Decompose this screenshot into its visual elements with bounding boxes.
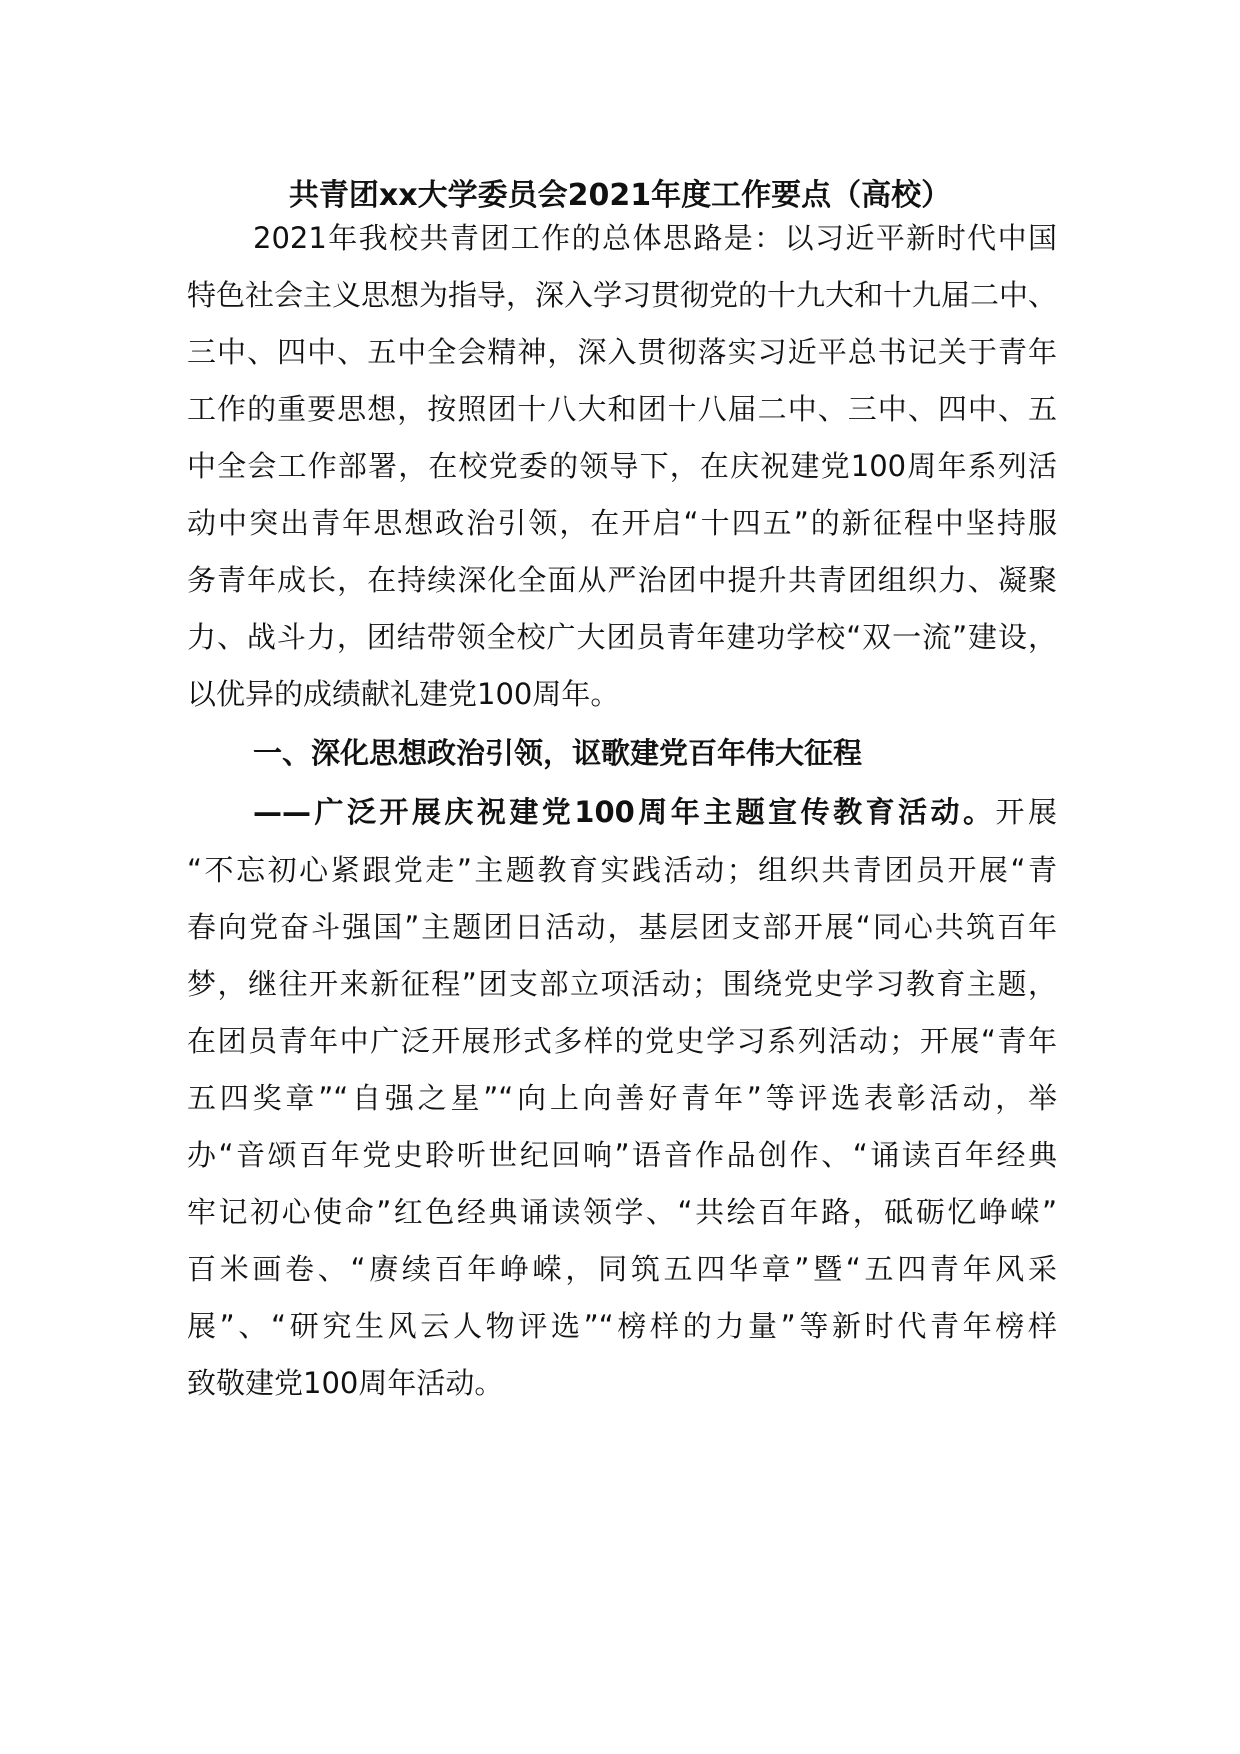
intro-line: 以优异的成绩献礼建党100周年。 [187,677,620,711]
intro-line: 工作的重要思想，按照团十八大和团十八届二中、三中、四中、五 [187,392,1057,426]
intro-line: 三中、四中、五中全会精神，深入贯彻落实习近平总书记关于青年 [187,335,1057,369]
intro-line: 力、战斗力，团结带领全校广大团员青年建功学校“双一流”建设， [187,620,1057,654]
item-lead-rest: 开展 [995,795,1057,829]
item-line: 五四奖章”“自强之星”“向上向善好青年”等评选表彰活动，举 [187,1081,1057,1115]
intro-line: 务青年成长，在持续深化全面从严治团中提升共青团组织力、凝聚 [187,563,1057,597]
item-line: 办“音颂百年党史聆听世纪回响”语音作品创作、“诵读百年经典 [187,1138,1057,1172]
item-line: 梦，继往开来新征程”团支部立项活动；围绕党史学习教育主题， [187,967,1057,1001]
item-line: 致敬建党100周年活动。 [187,1366,504,1400]
intro-line: 2021年我校共青团工作的总体思路是：以习近平新时代中国 [253,221,1057,255]
intro-line: 中全会工作部署，在校党委的领导下，在庆祝建党100周年系列活 [187,449,1057,483]
item-line: 春向党奋斗强国”主题团日活动，基层团支部开展“同心共筑百年 [187,910,1057,944]
section-heading: 一、深化思想政治引领，讴歌建党百年伟大征程 [253,736,863,770]
item-lead-line [253,792,1057,832]
item-line: 在团员青年中广泛开展形式多样的党史学习系列活动；开展“青年 [187,1024,1057,1058]
item-line: “不忘初心紧跟党走”主题教育实践活动；组织共青团员开展“青 [187,853,1057,887]
intro-line: 特色社会主义思想为指导，深入学习贯彻党的十九大和十九届二中、 [187,278,1058,312]
document-title: 共青团xx大学委员会2021年度工作要点（高校） [288,178,952,213]
item-line: 展”、“研究生风云人物评选”“榜样的力量”等新时代青年榜样 [187,1309,1057,1343]
item-bold-lead: ——广泛开展庆祝建党100周年主题宣传教育活动。 [253,795,996,829]
item-line: 牢记初心使命”红色经典诵读领学、“共绘百年路，砥砺忆峥嵘” [187,1195,1057,1229]
intro-line: 动中突出青年思想政治引领，在开启“十四五”的新征程中坚持服 [187,506,1057,540]
item-line: 百米画卷、“赓续百年峥嵘，同筑五四华章”暨“五四青年风采 [187,1252,1057,1286]
